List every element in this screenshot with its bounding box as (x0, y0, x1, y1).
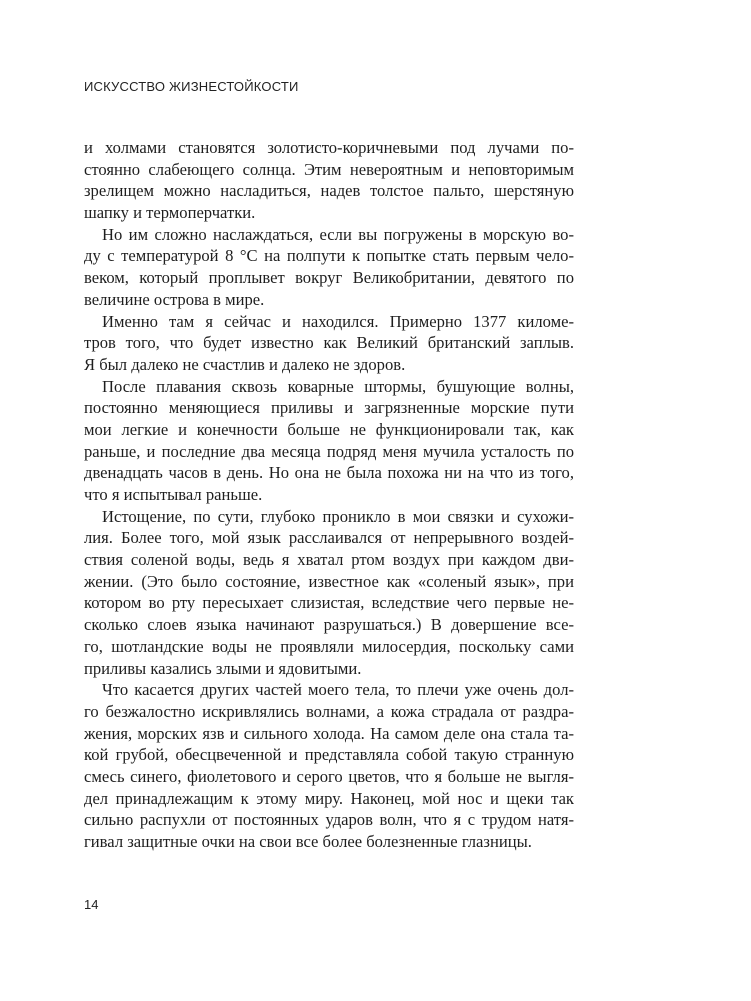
text-line: го безжалостно искривлялись волнами, а кожа страдала от раздра- (84, 701, 574, 721)
text-line: ду с температурой 8 °С на полпути к попытке стать первым чело- (84, 246, 574, 266)
text-line: ствия соленой воды, ведь я хватал ртом воздух при каждом дви- (84, 550, 574, 570)
text-line: кой грубой, обесцвеченной и представляла собой такую странную (84, 745, 574, 765)
text-line: сколько слоев языка начинают разрушаться.) В довершение все- (84, 615, 574, 635)
paragraph (84, 137, 574, 224)
text-line: Именно там я сейчас и находился. Примерно 1377 киломе- (102, 311, 574, 331)
text-line: жения, морских язв и сильного холода. На самом деле она стала та- (84, 723, 574, 743)
text-line: раньше, и последние два месяца подряд меня мучила усталость по (84, 441, 574, 461)
text-line: лия. Более того, мой язык расслаивался от непрерывного воздей- (84, 528, 574, 548)
running-header: ИСКУССТВО ЖИЗНЕСТОЙКОСТИ (84, 79, 299, 94)
text-line: котором во рту пересыхает слизистая, вследствие чего первые не- (84, 593, 574, 613)
text-line: и холмами становятся золотисто-коричневыми под лучами по- (84, 138, 574, 157)
text-line: смесь синего, фиолетового и серого цветов, что я больше не выгля- (84, 766, 574, 786)
text-line: Что касается других частей моего тела, то плечи уже очень дол- (102, 680, 574, 700)
text-line: двенадцать часов в день. Но она не была похожа ни на что из того, (84, 463, 574, 483)
text-line: шапку и термоперчатки. (84, 203, 256, 223)
text-line: постоянно меняющиеся приливы и загрязненные морские пути (84, 398, 574, 418)
paragraph (84, 679, 574, 853)
text-line: величине острова в мире. (84, 289, 265, 309)
text-line: приливы казались злыми и ядовитыми. (84, 658, 362, 678)
text-line: что я испытывал раньше. (84, 485, 263, 504)
paragraph (84, 506, 574, 680)
text-line: мои легкие и конечности больше не функционировали так, как (84, 419, 574, 439)
text-line: дел принадлежащим к этому миру. Наконец, мой нос и щеки так (84, 788, 574, 808)
body-text (84, 137, 574, 853)
text-line: Истощение, по сути, глубоко проникло в мои связки и сухожи- (102, 506, 574, 526)
text-line: тров того, что будет известно как Великий британский заплыв. (84, 333, 574, 353)
text-line: Но им сложно наслаждаться, если вы погружены в морскую во- (102, 224, 574, 244)
text-line: веком, который проплывет вокруг Великобритании, девятого по (84, 268, 574, 288)
text-line: Я был далеко не счастлив и далеко не здоров. (84, 354, 406, 374)
text-line: жении. (Это было состояние, известное как «соленый язык», при (84, 571, 574, 591)
paragraph (84, 224, 574, 311)
paragraph (84, 311, 574, 376)
text-line: После плавания сквозь коварные штормы, бушующие волны, (102, 376, 574, 396)
paragraph (84, 376, 574, 506)
text-line: го, шотландские воды не проявляли милосердия, поскольку сами (84, 636, 574, 656)
text-line: сильно распухли от постоянных ударов волн, что я с трудом натя- (84, 810, 574, 830)
text-line: гивал защитные очки на свои все более болезненные глазницы. (84, 832, 532, 851)
text-line: зрелищем можно насладиться, надев толстое пальто, шерстяную (84, 181, 574, 201)
text-line: стоянно слабеющего солнца. Этим невероятным и неповторимым (84, 159, 574, 179)
page-number: 14 (84, 897, 99, 912)
